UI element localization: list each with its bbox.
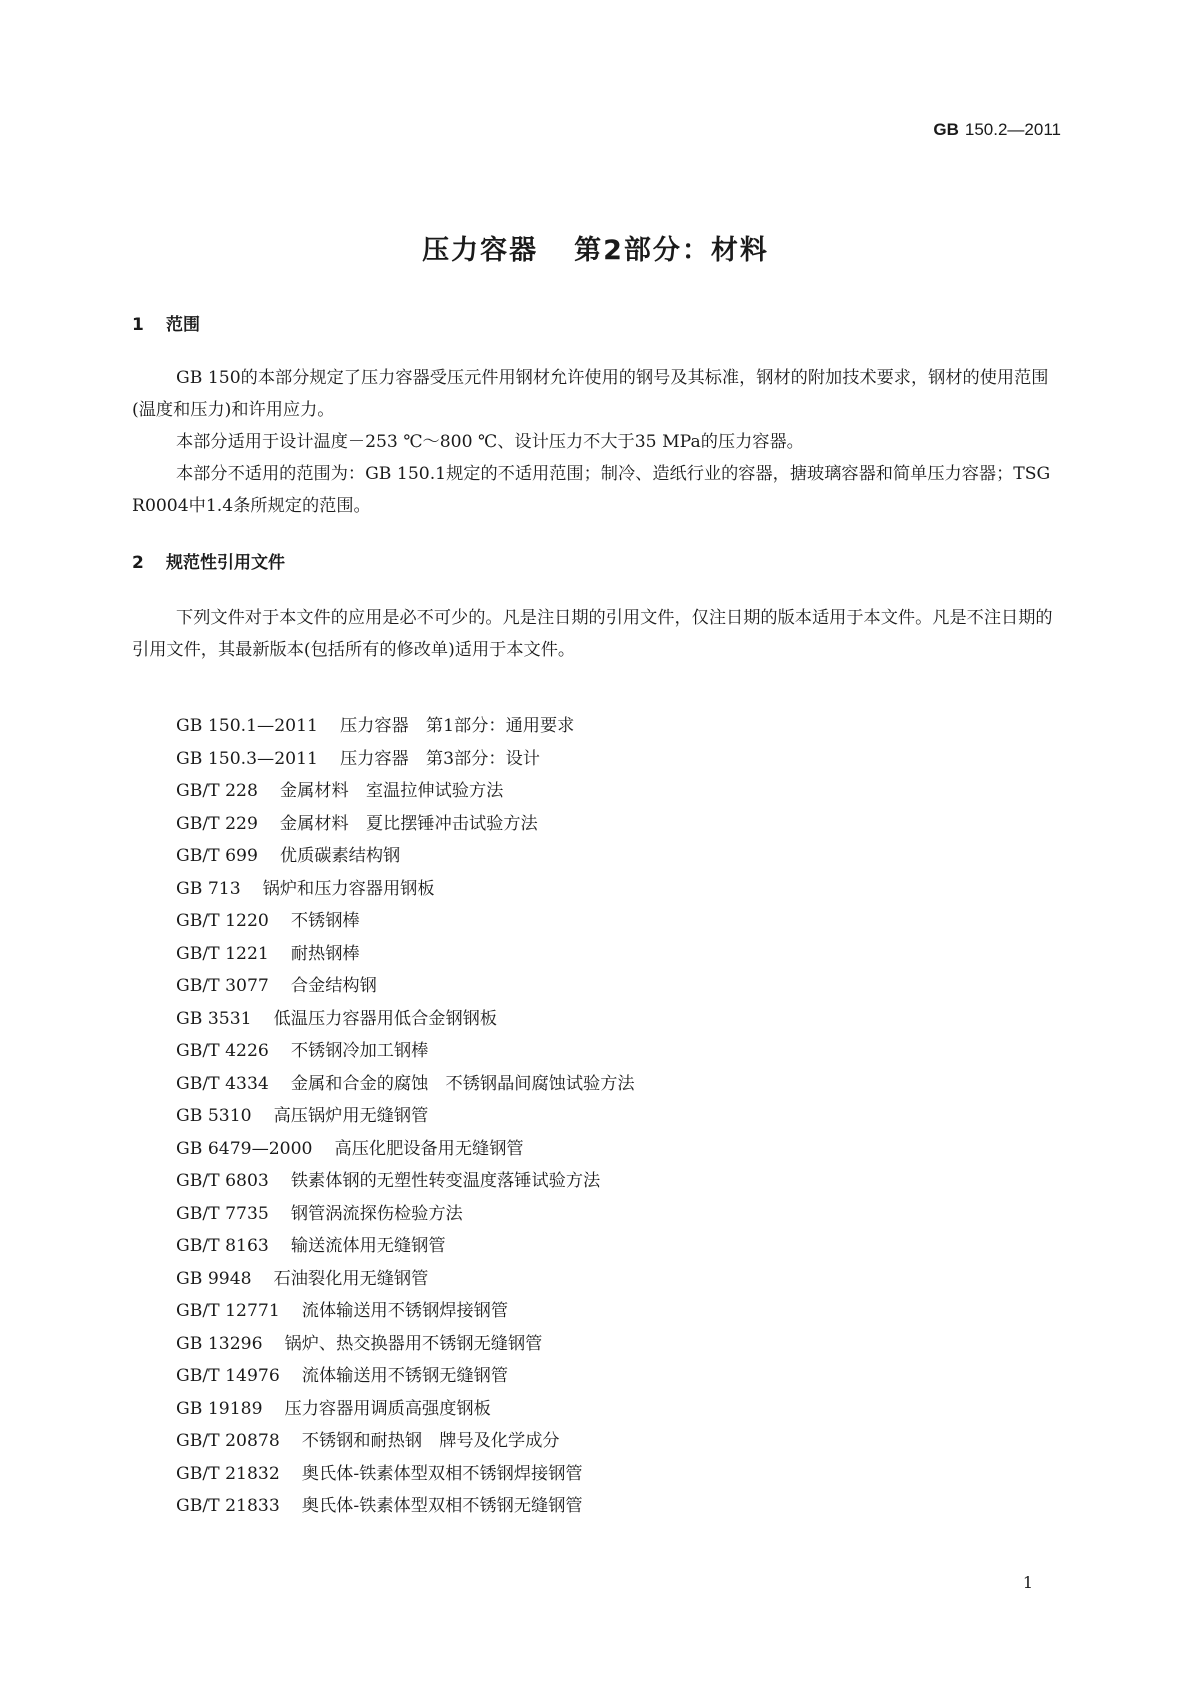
section-1-heading <box>132 310 200 335</box>
reference-item <box>176 1458 635 1491</box>
page-number: 1 <box>1022 1573 1033 1592</box>
reference-title: 金属材料 夏比摆锤冲击试验方法 <box>279 813 538 834</box>
reference-item <box>176 1263 635 1296</box>
reference-item <box>176 808 635 841</box>
reference-title: 压力容器 第1部分：通用要求 <box>339 716 575 736</box>
reference-code: GB 9948 <box>176 1268 252 1289</box>
reference-title: 优质碳素结构钢 <box>279 846 401 866</box>
reference-item <box>176 743 635 776</box>
reference-item <box>176 1230 635 1263</box>
reference-item <box>176 1360 635 1393</box>
reference-title: 输送流体用无缝钢管 <box>290 1236 446 1256</box>
reference-item <box>176 1393 635 1426</box>
title-part: 第2部分：材料 <box>574 235 769 266</box>
reference-title: 不锈钢冷加工钢棒 <box>290 1041 429 1061</box>
reference-title: 不锈钢棒 <box>290 911 360 931</box>
reference-item <box>176 1165 635 1198</box>
reference-code: GB 5310 <box>176 1106 252 1126</box>
reference-title: 锅炉和压力容器用钢板 <box>262 878 435 899</box>
reference-code: GB/T 14976 <box>176 1366 280 1386</box>
reference-item <box>176 840 635 873</box>
reference-code: GB/T 3077 <box>176 976 269 996</box>
standard-code <box>933 120 1061 140</box>
reference-title: 钢管涡流探伤检验方法 <box>290 1203 463 1224</box>
reference-item <box>176 1425 635 1458</box>
section-1-paragraph-3: 本部分不适用的范围为：GB 150.1规定的不适用范围；制冷、造纸行业的容器，搪玻璃容器和简单压力容器；TSG R0004中1.4条所规定的范围。 <box>132 464 1051 516</box>
reference-title: 石油裂化用无缝钢管 <box>273 1268 429 1289</box>
reference-title: 高压锅炉用无缝钢管 <box>273 1106 429 1126</box>
section-2-title: 规范性引用文件 <box>166 553 285 573</box>
reference-item <box>176 1295 635 1328</box>
reference-title: 高压化肥设备用无缝钢管 <box>334 1138 524 1159</box>
standard-number: 150.2—2011 <box>964 120 1061 139</box>
section-1-paragraph-2: 本部分适用于设计温度－253 ℃～800 ℃、设计压力不大于35 MPa的压力容器。 <box>176 432 804 452</box>
reference-title: 铁素体钢的无塑性转变温度落锤试验方法 <box>290 1171 601 1191</box>
reference-code: GB 19189 <box>176 1398 263 1419</box>
reference-code: GB/T 12771 <box>176 1301 280 1321</box>
reference-list <box>176 710 635 1523</box>
reference-item <box>176 1003 635 1036</box>
reference-code: GB/T 699 <box>176 846 258 866</box>
reference-code: GB/T 229 <box>176 813 258 834</box>
section-1-number: 1 <box>132 315 144 335</box>
title-main: 压力容器 <box>422 235 539 266</box>
reference-code: GB/T 21833 <box>176 1496 280 1516</box>
section-1-title: 范围 <box>166 315 200 335</box>
section-1-paragraph-1: GB 150的本部分规定了压力容器受压元件用钢材允许使用的钢号及其标准，钢材的附加技术要求，钢材的使用范围(温度和压力)和许用应力。 <box>132 368 1049 420</box>
section-2-intro: 下列文件对于本文件的应用是必不可少的。凡是注日期的引用文件，仅注日期的版本适用于本文件。凡是不注日期的引用文件，其最新版本(包括所有的修改单)适用于本文件。 <box>132 608 1053 660</box>
reference-code: GB 6479—2000 <box>176 1138 313 1159</box>
reference-code: GB 3531 <box>176 1008 252 1029</box>
reference-code: GB/T 1221 <box>176 943 269 964</box>
reference-code: GB/T 1220 <box>176 911 269 931</box>
reference-item <box>176 1490 635 1523</box>
reference-title: 流体输送用不锈钢焊接钢管 <box>301 1301 509 1321</box>
reference-code: GB 150.1—2011 <box>176 716 318 736</box>
reference-title: 耐热钢棒 <box>290 943 360 964</box>
reference-code: GB/T 21832 <box>176 1463 280 1484</box>
reference-item <box>176 1068 635 1101</box>
reference-item <box>176 1035 635 1068</box>
reference-title: 不锈钢和耐热钢 牌号及化学成分 <box>301 1431 560 1451</box>
reference-code: GB 13296 <box>176 1333 263 1354</box>
reference-code: GB 150.3—2011 <box>176 748 318 769</box>
reference-item <box>176 938 635 971</box>
reference-code: GB/T 8163 <box>176 1236 269 1256</box>
reference-title: 锅炉、热交换器用不锈钢无缝钢管 <box>284 1333 543 1354</box>
reference-title: 合金结构钢 <box>290 976 377 996</box>
reference-item <box>176 775 635 808</box>
reference-item <box>176 710 635 743</box>
reference-code: GB/T 4334 <box>176 1073 269 1094</box>
reference-title: 奥氏体-铁素体型双相不锈钢焊接钢管 <box>301 1463 583 1484</box>
reference-item <box>176 970 635 1003</box>
standard-prefix: GB <box>933 120 959 139</box>
reference-title: 金属材料 室温拉伸试验方法 <box>279 781 504 801</box>
reference-title: 奥氏体-铁素体型双相不锈钢无缝钢管 <box>301 1496 583 1516</box>
reference-item <box>176 1100 635 1133</box>
reference-item <box>176 905 635 938</box>
reference-title: 低温压力容器用低合金钢钢板 <box>273 1008 498 1029</box>
reference-item <box>176 1328 635 1361</box>
reference-code: GB/T 228 <box>176 781 258 801</box>
reference-item <box>176 873 635 906</box>
section-2-number: 2 <box>132 553 144 573</box>
document-title <box>0 228 1191 267</box>
reference-code: GB/T 7735 <box>176 1203 269 1224</box>
reference-title: 金属和合金的腐蚀 不锈钢晶间腐蚀试验方法 <box>290 1073 635 1094</box>
section-2-heading <box>132 548 285 573</box>
reference-title: 压力容器 第3部分：设计 <box>339 748 540 769</box>
reference-code: GB 713 <box>176 878 241 899</box>
reference-code: GB/T 6803 <box>176 1171 269 1191</box>
reference-item <box>176 1133 635 1166</box>
reference-code: GB/T 4226 <box>176 1041 269 1061</box>
reference-code: GB/T 20878 <box>176 1431 280 1451</box>
reference-title: 流体输送用不锈钢无缝钢管 <box>301 1366 509 1386</box>
reference-item <box>176 1198 635 1231</box>
reference-title: 压力容器用调质高强度钢板 <box>284 1398 491 1419</box>
